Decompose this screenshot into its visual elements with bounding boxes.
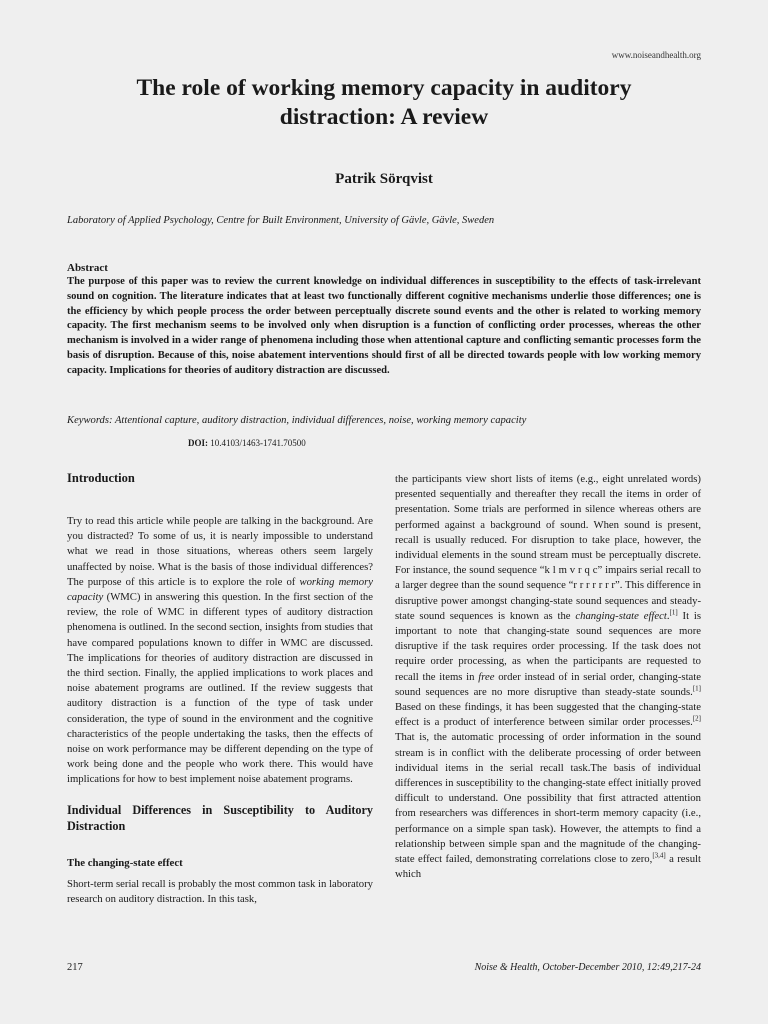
left-column [67,470,373,907]
author-name: Patrik Sörqvist [335,171,433,187]
paper-title: The role of working memory capacity in auditory distraction: A review [136,75,632,130]
right-column [395,472,701,882]
affiliation: Laboratory of Applied Psychology, Centre for Built Environment, University of Gävle, Gävle, Sweden [67,215,495,226]
changing-state-paragraph-start: Short-term serial recall is probably the most common task in laboratory research on auditory distraction. In this task, [67,877,373,906]
keywords: Keywords: Attentional capture, auditory distraction, individual differences, noise, working memory capacity [67,415,527,426]
intro-heading: Introduction [67,471,135,485]
abstract-heading: Abstract [67,262,108,274]
subsection-heading: The changing-state effect [67,856,183,869]
doi-value: 10.4103/1463-1741.70500 [210,438,306,448]
intro-paragraph: Try to read this article while people are talking in the background. Are you distracted? To some of us, it is nearly impossible to understand what we read in those situations, whereas others seem largely unaffected by noise. What is the basis of those individual differences? The purpose of this article is to explore the role of working memory capacity (WMC) in answering this question. In the first section of the review, the role of WMC in different types of auditory distraction phenomena is outlined. In the second section, insights from studies that have compared populations known to differ in WMC are discussed. The implications for theories of auditory distraction are discussed in the third section. Finally, the applied implications to work places and noise abatement programs are outlined. If the review suggests that auditory distraction is a function of the type of task under consideration, the type of sound in the environment and the cognitive characteristics of the people undertaking the tasks, then the effects of noise on work performance may be different depending on the type of work being done and the people who work there. This would have implications for how to best implement noise abatement programs. [67,515,373,786]
section-heading: Individual Differences in Susceptibility to Auditory Distraction [67,802,373,833]
abstract-text: The purpose of this paper was to review the current knowledge on individual differences in susceptibility to the effects of task-irrelevant sound on cognition. The literature indicates that at least two functionally different cognitive mechanisms underlie those differences; one is the efficiency by which people process the order between perceptually discrete sound events and the other is related to working memory capacity. The first mechanism seems to be involved only when disruption is a function of conflicting order processes, whereas the other mechanism is involved in a wider range of phenomena including those when attentional capture and conflicting semantic processes form the basis of disruption. Because of this, noise abatement interventions should first of all be directed towards people with low working memory capacity. Implications for theories of auditory distraction are discussed. [67,276,701,376]
doi [188,438,306,448]
journal-citation: Noise & Health, October-December 2010, 12:49,217-24 [474,962,701,973]
changing-state-paragraph-cont: the participants view short lists of items (e.g., eight unrelated words) presented sequentially and thereafter they recall the items in order of presentation. Some trials are performed in silence whereas others are performed against a background of sound. When sound is present, recall is usually reduced. For disruption to take place, however, the individual elements in the sound stream must be perceptually discrete. For instance, the sound sequence “k l m v r q c” impairs serial recall to a larger degree than the sound sequence “r r r r r r r”. This difference in disruptive power amongst changing-state sound sequences and steady-state sound sequences is known as the changing-state effect.[1] It is important to note that changing-state sound sequences are more disruptive if the task requires order processing. If the task does not require order processing, as when the participants are requested to recall the items in free order instead of in serial order, changing-state sound sequences are no more disruptive than steady-state sounds.[1] Based on these findings, it has been suggested that the changing-state effect is a product of interference between similar order processes.[2] That is, the automatic processing of order information in the sound stream is in conflict with the deliberate processing of order between individual items in the serial recall task.The basis of individual differences in susceptibility to the changing-state effect initially proved difficult to understand. One possibility that first attracted attention from researchers was differences in short-term memory capacity (i.e., performance on a simple span task). However, the attempts to find a relationship between simple span and the magnitude of the changing-state effect failed, demonstrating correlations close to zero,[3,4] a result which [395,473,701,881]
doi-label: DOI: [188,438,208,448]
page-number: 217 [67,962,83,973]
journal-url: www.noiseandhealth.org [611,50,701,60]
